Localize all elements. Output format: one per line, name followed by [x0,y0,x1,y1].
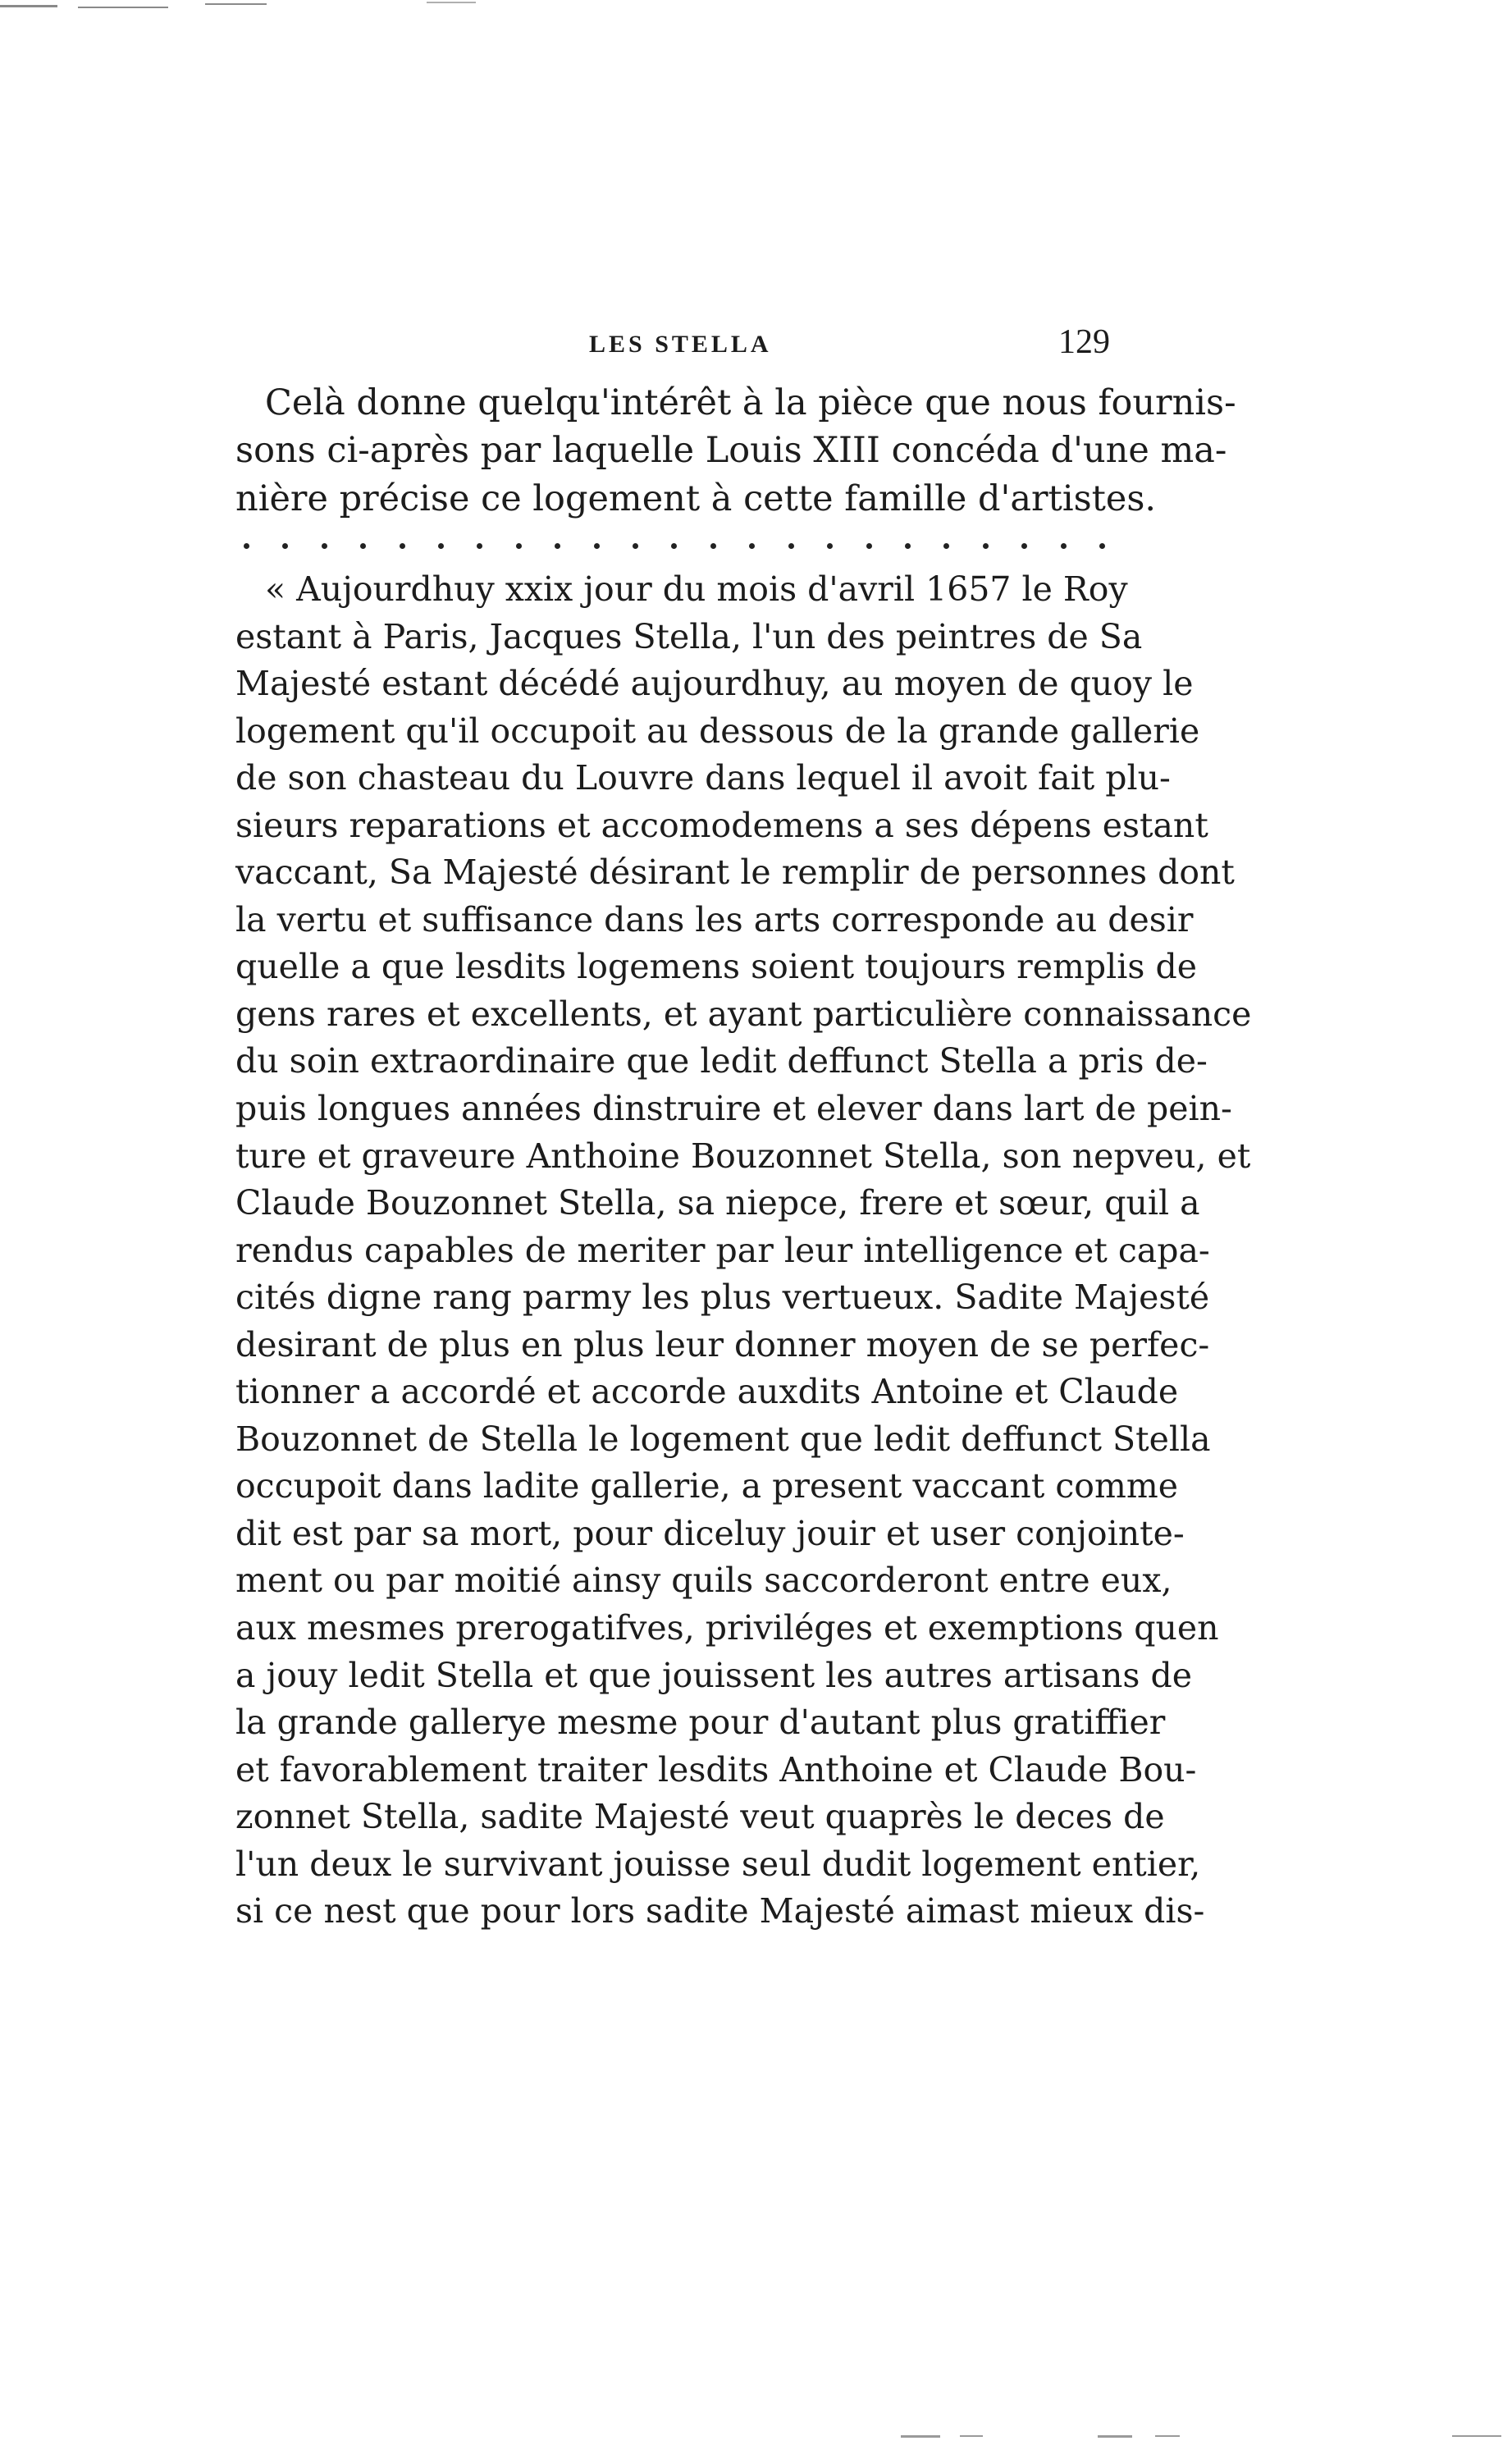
scan-edge-mark [1452,2435,1501,2437]
ellipsis-dot [438,543,444,549]
text-line: dit est par sa mort, pour diceluy jouir et user conjointe- [235,1513,1185,1553]
intro-paragraph [235,379,1236,523]
text-line: Bouzonnet de Stella le logement que ledit deffunct Stella [235,1419,1211,1459]
text-line: la grande gallerye mesme pour d'autant plus gratiffier [235,1703,1166,1743]
scan-edge-mark [427,2,476,3]
text-line: zonnet Stella, sadite Majesté veut quaprès le deces de [235,1797,1165,1837]
text-line: de son chasteau du Louvre dans lequel il avoit fait plu- [235,758,1171,798]
text-line: sieurs reparations et accomodemens a ses dépens estant [235,805,1208,845]
ellipsis-dot [749,543,755,549]
text-line: cités digne rang parmy les plus vertueux. Sadite Majesté [235,1278,1210,1318]
ellipsis-dot [905,543,911,549]
scan-edge-mark [901,2435,940,2438]
ellipsis-dot [866,543,872,549]
ellipsis-dot [477,543,482,549]
text-line: nière précise ce logement à cette famille d'artistes. [235,478,1157,519]
running-title: LES STELLA [589,331,772,358]
text-line: la vertu et suffisance dans les arts corresponde au desir [235,899,1194,939]
ellipsis-dot [516,543,522,549]
scan-edge-mark [78,7,168,8]
text-line: desirant de plus en plus leur donner moyen de se perfec- [235,1324,1210,1364]
ellipsis-dot [1061,543,1067,549]
ellipsis-dot [244,543,249,549]
text-line: sons ci-après par laquelle Louis XIII concéda d'une ma- [235,430,1227,472]
running-head [0,323,1512,363]
text-line: ment ou par moitié ainsy quils saccorderont entre eux, [235,1561,1172,1601]
text-line: occupoit dans ladite gallerie, a present vaccant comme [235,1466,1179,1506]
text-line: du soin extraordinaire que ledit deffunct Stella a pris de- [235,1041,1208,1081]
scan-edge-mark [205,3,267,5]
ellipsis-dot [671,543,677,549]
text-line: « Aujourdhuy xxix jour du mois d'avril 1657 le Roy [265,569,1128,609]
text-line: quelle a que lesdits logemens soient toujours remplis de [235,947,1197,987]
scan-edge-mark [960,2435,983,2437]
text-line: Claude Bouzonnet Stella, sa niepce, frere et sœur, quil a [235,1183,1200,1223]
scan-edge-mark [1155,2435,1180,2437]
scan-edge-mark [0,5,57,7]
ellipsis-dot [1099,543,1105,549]
ellipsis-dot [555,543,560,549]
text-line: vaccant, Sa Majesté désirant le remplir de personnes dont [235,852,1235,893]
ellipsis-dot [322,543,327,549]
ellipsis-dot [710,543,716,549]
ellipsis-dot [633,543,638,549]
text-line: rendus capables de meriter par leur intelligence et capa- [235,1230,1210,1270]
text-line: a jouy ledit Stella et que jouissent les autres artisans de [235,1655,1192,1695]
ellipsis-dot [943,543,949,549]
text-line: logement qu'il occupoit au dessous de la grande gallerie [235,711,1200,751]
scan-edge-mark [1098,2435,1132,2438]
text-line: tionner a accordé et accorde auxdits Antoine et Claude [235,1372,1179,1412]
text-line: Celà donne quelqu'intérêt à la pièce que nous fournis- [265,382,1236,423]
text-line: et favorablement traiter lesdits Anthoine et Claude Bou- [235,1749,1197,1790]
ellipsis-dot [282,543,288,549]
text-line: aux mesmes prerogatifves, priviléges et exemptions quen [235,1608,1219,1648]
text-line: gens rares et excellents, et ayant particulière connaissance [235,994,1252,1034]
text-line: ture et graveure Anthoine Bouzonnet Stella, son nepveu, et [235,1136,1251,1176]
page-number: 129 [1058,323,1110,361]
ellipsis-dot [1021,543,1027,549]
ellipsis-dot [400,543,405,549]
text-line: estant à Paris, Jacques Stella, l'un des peintres de Sa [235,616,1143,656]
text-line: Majesté estant décédé aujourdhuy, au moyen de quoy le [235,664,1194,704]
quoted-document [235,566,1252,1936]
ellipsis-dot [788,543,794,549]
text-line: si ce nest que pour lors sadite Majesté aimast mieux dis- [235,1891,1205,1931]
text-line: puis longues années dinstruire et elever dans lart de pein- [235,1089,1232,1129]
ellipsis-dot [983,543,989,549]
ellipsis-dots [244,533,1105,558]
ellipsis-dot [827,543,833,549]
ellipsis-dot [360,543,366,549]
ellipsis-dot [594,543,600,549]
text-line: l'un deux le survivant jouisse seul dudit logement entier, [235,1844,1201,1884]
